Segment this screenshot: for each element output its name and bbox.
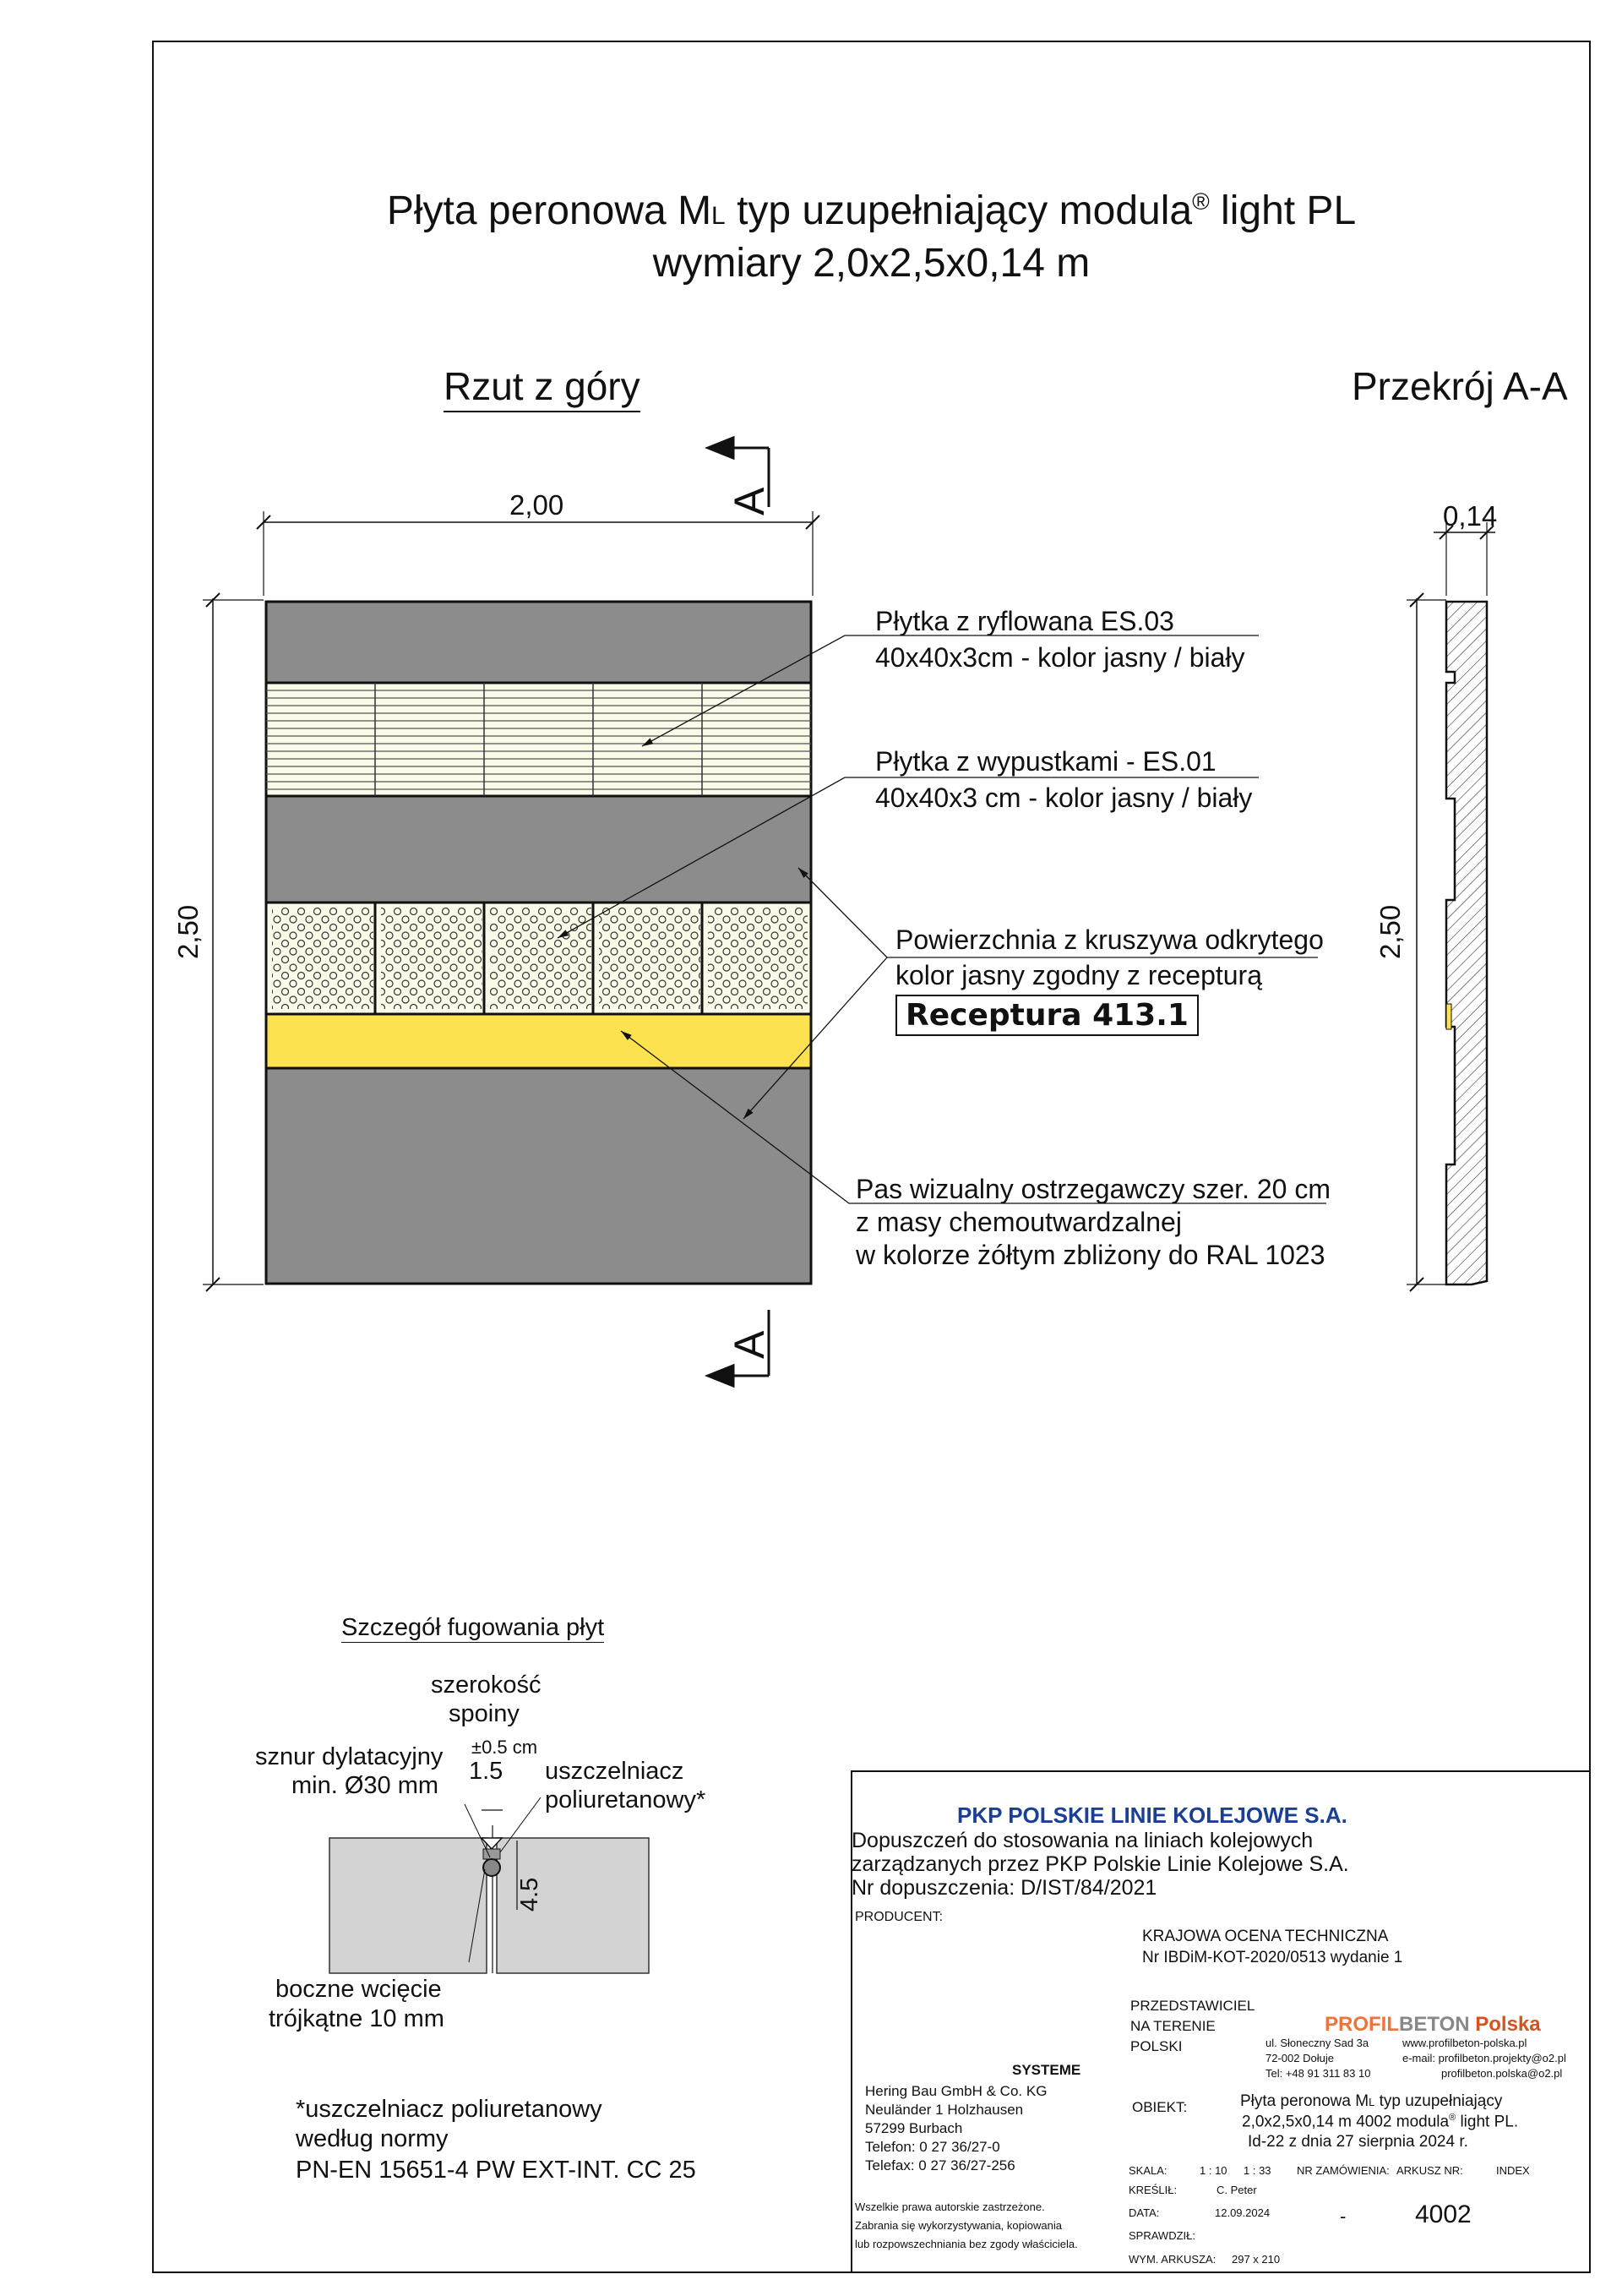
- profilbeton-phone: Tel: +48 91 311 83 10: [1265, 2067, 1371, 2080]
- sealant-spec: poliuretanowy*: [545, 1786, 706, 1813]
- section-height-dimension: 2,50: [1374, 904, 1406, 959]
- profilbeton-email-2: profilbeton.polska@o2.pl: [1441, 2067, 1563, 2080]
- profilbeton-email-1: e-mail: profilbeton.projekty@o2.pl: [1402, 2052, 1566, 2064]
- cord-spec: min. Ø30 mm: [291, 1772, 439, 1799]
- copyright-2: Zabrania się wykorzystywania, kopiowania: [855, 2219, 1062, 2232]
- recipe-box: Receptura 413.1: [895, 995, 1199, 1036]
- scale-value-1: 1 : 10: [1200, 2164, 1227, 2177]
- sealant-note-3: PN-EN 15651-4 PW EXT-INT. CC 25: [296, 2157, 696, 2184]
- copyright-1: Wszelkie prawa autorskie zastrzeżone.: [855, 2201, 1045, 2213]
- drawn-value: C. Peter: [1216, 2184, 1257, 2196]
- kot-title: KRAJOWA OCENA TECHNICZNA: [1142, 1928, 1389, 1945]
- section-arrow-bottom: [708, 1310, 769, 1386]
- aggregate-label: Powierzchnia z kruszywa odkrytego: [895, 924, 1324, 955]
- producer-fax: Telefax: 0 27 36/27-256: [865, 2157, 1015, 2173]
- checked-label: SPRAWDZIŁ:: [1129, 2229, 1195, 2242]
- section-view-heading: Przekrój A-A: [1352, 364, 1568, 408]
- sheet-value: 4002: [1415, 2201, 1472, 2228]
- index-label: INDEX: [1496, 2164, 1530, 2177]
- sheet-size-label: WYM. ARKUSZA:: [1129, 2253, 1216, 2266]
- height-dimension: 2,50: [172, 904, 204, 959]
- sheet-label: ARKUSZ NR:: [1396, 2164, 1463, 2177]
- profilbeton-address-2: 72-002 Dołuje: [1265, 2052, 1334, 2064]
- ribbed-tile-spec: 40x40x3cm - kolor jasny / biały: [875, 642, 1245, 673]
- warning-strip-color: w kolorze żółtym zbliżony do RAL 1023: [856, 1240, 1325, 1270]
- joint-tolerance: ±0.5 cm: [471, 1737, 538, 1758]
- width-dimension: 2,00: [509, 489, 564, 521]
- producer-address-1: Hering Bau GmbH & Co. KG: [865, 2083, 1048, 2099]
- joint-width-label: szerokość: [431, 1672, 542, 1699]
- joint-value: 1.5: [469, 1758, 503, 1785]
- rep-label-3: POLSKI: [1130, 2038, 1183, 2054]
- object-line-2: 2,0x2,5x0,14 m 4002 modula® light PL.: [1242, 2113, 1519, 2131]
- pkp-name: PKP POLSKIE LINIE KOLEJOWE S.A.: [957, 1802, 1347, 1828]
- sealant-note-2: według normy: [296, 2125, 449, 2152]
- joint-detail-heading: Szczegół fugowania płyt: [341, 1614, 605, 1641]
- order-value: -: [1340, 2206, 1347, 2227]
- rep-label-2: NA TERENIE: [1130, 2018, 1216, 2034]
- section-mark-bottom: A: [726, 1330, 773, 1359]
- warning-strip: [266, 1014, 811, 1068]
- height-dimension-line: [203, 593, 264, 1291]
- profilbeton-name: PROFILBETON Polska: [1325, 2013, 1541, 2036]
- plate-plan: [266, 602, 811, 1284]
- pkp-logo-text: PLK: [1066, 1778, 1091, 1792]
- aggregate-spec: kolor jasny zgodny z recepturą: [895, 960, 1262, 990]
- title-line-1: Płyta peronowa ML typ uzupełniający modula® light PL: [386, 188, 1357, 233]
- approval-line-1: Dopuszczeń do stosowania na liniach kolejowych: [852, 1829, 1314, 1852]
- section-arrow-top: [708, 438, 769, 507]
- title-line-2: wymiary 2,0x2,5x0,14 m: [652, 241, 1091, 286]
- object-line-3: Id-22 z dnia 27 sierpnia 2024 r.: [1248, 2133, 1468, 2151]
- warning-strip-material: z masy chemoutwardzalnej: [856, 1207, 1182, 1237]
- sealant-note-1: *uszczelniacz poliuretanowy: [296, 2096, 602, 2123]
- object-line-1: Płyta peronowa ML typ uzupełniający: [1240, 2092, 1503, 2110]
- warning-strip-label: Pas wizualny ostrzegawczy szer. 20 cm: [856, 1174, 1331, 1204]
- date-label: DATA:: [1129, 2206, 1160, 2219]
- profilbeton-address-1: ul. Słoneczny Sad 3a: [1265, 2037, 1369, 2049]
- section-mark-top: A: [726, 487, 773, 515]
- aggregate-leader-1: [798, 868, 1318, 957]
- plan-view-heading: Rzut z góry: [444, 363, 640, 412]
- date-value: 12.09.2024: [1215, 2206, 1271, 2219]
- profilbeton-website: www.profilbeton-polska.pl: [1402, 2037, 1527, 2049]
- joint-width-label-2: spoiny: [449, 1700, 520, 1727]
- producer-phone: Telefon: 0 27 36/27-0: [865, 2139, 1000, 2155]
- stud-tile-label: Płytka z wypustkami - ES.01: [875, 746, 1216, 777]
- joint-detail-drawing: [329, 1797, 649, 1973]
- section-a-a: [1407, 522, 1495, 1291]
- producer-label: PRODUCENT:: [855, 1910, 944, 1924]
- hering-logo-text: HERING: [982, 2015, 1090, 2045]
- thickness-dimension: 0,14: [1443, 500, 1498, 532]
- scale-value-2: 1 : 33: [1244, 2164, 1271, 2177]
- ribbed-tile-label: Płytka z ryflowana ES.03: [875, 606, 1174, 636]
- copyright-3: lub rozpowszechniania bez zgody właściciela.: [855, 2238, 1078, 2250]
- chamfer-label: boczne wcięcie: [275, 1976, 442, 2003]
- scale-label: SKALA:: [1129, 2164, 1168, 2177]
- rep-label-1: PRZEDSTAWICIEL: [1130, 1998, 1255, 2014]
- sheet-size-value: 297 x 210: [1232, 2253, 1281, 2266]
- chamfer-spec: trójkątne 10 mm: [269, 2005, 444, 2032]
- producer-address-2: Neuländer 1 Holzhausen: [865, 2102, 1024, 2118]
- ribbed-tile-band: [266, 683, 811, 796]
- drawn-label: KREŚLIŁ:: [1129, 2184, 1178, 2196]
- sealant-label: uszczelniacz: [545, 1758, 684, 1785]
- cord-label: sznur dylatacyjny: [255, 1743, 444, 1770]
- order-label: NR ZAMÓWIENIA:: [1297, 2164, 1390, 2177]
- hering-sub-text: SYSTEME: [1012, 2062, 1081, 2078]
- producer-address-3: 57299 Burbach: [865, 2120, 963, 2136]
- approval-line-2: zarządzanych przez PKP Polskie Linie Kolejowe S.A.: [852, 1852, 1349, 1876]
- depth-value: 4.5: [516, 1877, 543, 1912]
- kot-number: Nr IBDiM-KOT-2020/0513 wydanie 1: [1142, 1949, 1403, 1966]
- approval-number: Nr dopuszczenia: D/IST/84/2021: [852, 1876, 1157, 1900]
- object-label: OBIEKT:: [1132, 2099, 1188, 2115]
- width-dimension-line: [257, 511, 819, 596]
- stud-tile-spec: 40x40x3 cm - kolor jasny / biały: [875, 783, 1253, 813]
